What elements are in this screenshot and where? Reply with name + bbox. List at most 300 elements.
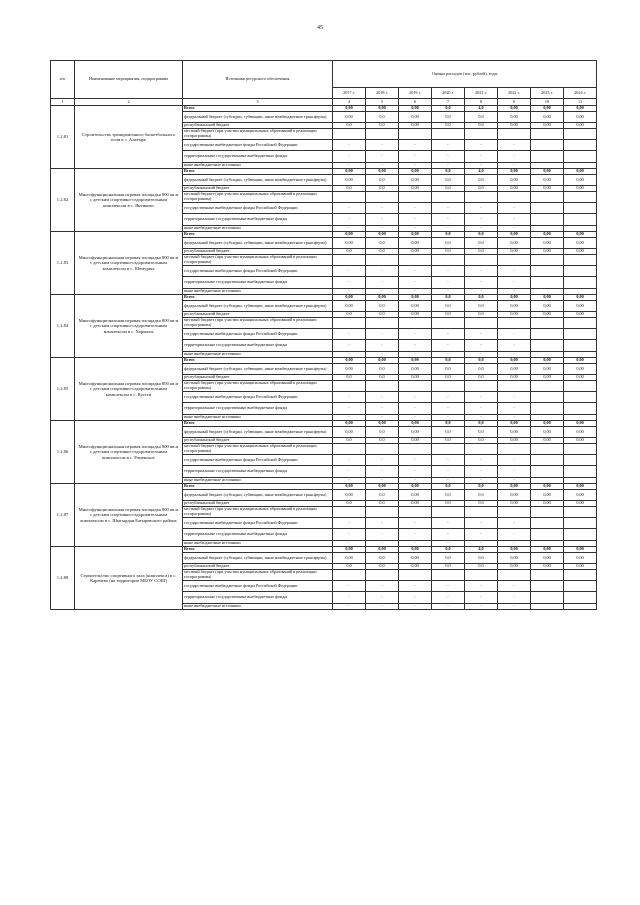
amount-cell: -: [333, 466, 366, 478]
funding-source: Всего: [183, 547, 333, 553]
funding-source: иные внебюджетные источники: [183, 604, 333, 610]
amount-cell: 0,00: [399, 553, 432, 564]
amount-cell: 0,0: [432, 312, 465, 318]
amount-cell: 0,00: [399, 123, 432, 129]
amount-cell: 0,00: [531, 249, 564, 255]
amount-cell: -: [498, 392, 531, 403]
amount-cell: [564, 277, 597, 289]
funding-source: Всего: [183, 421, 333, 427]
header-year: 2020 г.: [432, 88, 465, 99]
amount-cell: -: [432, 541, 465, 547]
amount-cell: [432, 570, 465, 581]
amount-cell: -: [366, 140, 399, 151]
amount-cell: [333, 318, 366, 329]
funding-source: иные внебюджетные источники: [183, 541, 333, 547]
amount-cell: [531, 329, 564, 340]
item-name: Многофункциональная игровая площадка 800 кв.м с детским спортивно-оздоровительным комплексом в с. Шыгырдан Батыревского района: [75, 484, 183, 547]
amount-cell: 0,00: [399, 301, 432, 312]
amount-cell: [366, 318, 399, 329]
amount-cell: 0,00: [366, 547, 399, 553]
amount-cell: 0,00: [333, 490, 366, 501]
amount-cell: 0,00: [531, 358, 564, 364]
amount-cell: 0,0: [465, 438, 498, 444]
amount-cell: [531, 277, 564, 289]
amount-cell: 0,00: [564, 564, 597, 570]
amount-cell: [399, 570, 432, 581]
amount-cell: [333, 255, 366, 266]
amount-cell: [432, 444, 465, 455]
amount-cell: [531, 403, 564, 415]
amount-cell: -: [333, 340, 366, 352]
amount-cell: 0,0: [432, 169, 465, 175]
amount-cell: 0,0: [465, 112, 498, 123]
amount-cell: 0,0: [432, 123, 465, 129]
amount-cell: 0,00: [366, 295, 399, 301]
amount-cell: -: [333, 140, 366, 151]
amount-cell: [531, 151, 564, 163]
amount-cell: 0,0: [366, 564, 399, 570]
item-name: Многофункциональная игровая площадка 800 кв.м с детским спортивно-оздоровительным комплексом в с. Раменское: [75, 421, 183, 484]
amount-cell: 0,00: [531, 553, 564, 564]
amount-cell: 0,0: [432, 553, 465, 564]
amount-cell: [564, 444, 597, 455]
amount-cell: 0,00: [531, 501, 564, 507]
amount-cell: [465, 318, 498, 329]
amount-cell: -: [498, 581, 531, 592]
amount-cell: -: [333, 518, 366, 529]
amount-cell: [399, 129, 432, 140]
amount-cell: -: [333, 289, 366, 295]
amount-cell: 0,0: [333, 186, 366, 192]
amount-cell: 0,00: [564, 238, 597, 249]
amount-cell: [564, 381, 597, 392]
amount-cell: 0,00: [531, 364, 564, 375]
amount-cell: 0,00: [498, 301, 531, 312]
item-name: Многофункциональная игровая площадка 800 кв.м с детским спортивно-оздоровительным комплексом в с. Хормалы: [75, 295, 183, 358]
amount-cell: 0,0: [465, 301, 498, 312]
funding-source: местный бюджет (при участии муниципальных образований в реализации госпрограммы): [183, 129, 333, 140]
amount-cell: -: [465, 466, 498, 478]
header-year: 2018 г.: [366, 88, 399, 99]
amount-cell: 0,0: [465, 295, 498, 301]
amount-cell: 0,0: [432, 186, 465, 192]
amount-cell: 0,00: [399, 249, 432, 255]
amount-cell: [531, 604, 564, 610]
amount-cell: 0,0: [432, 232, 465, 238]
amount-cell: -: [366, 329, 399, 340]
header-column-number: 5: [366, 99, 399, 106]
amount-cell: 0,00: [333, 112, 366, 123]
amount-cell: 0,00: [399, 295, 432, 301]
amount-cell: 0,00: [498, 106, 531, 112]
funding-source: федеральный бюджет (субсидии, субвенции, иные межбюджетные трансферты): [183, 175, 333, 186]
amount-cell: 0,0: [465, 564, 498, 570]
amount-cell: -: [333, 203, 366, 214]
amount-cell: -: [333, 266, 366, 277]
amount-cell: -: [465, 329, 498, 340]
amount-cell: 0,00: [399, 186, 432, 192]
amount-cell: 0,00: [399, 175, 432, 186]
header-year: 2023 г.: [531, 88, 564, 99]
amount-cell: 0,0: [465, 484, 498, 490]
amount-cell: 0,00: [399, 501, 432, 507]
amount-cell: 0,00: [333, 364, 366, 375]
amount-cell: 0,00: [564, 501, 597, 507]
funding-source: иные внебюджетные источники: [183, 352, 333, 358]
amount-cell: 0,00: [564, 301, 597, 312]
funding-source: местный бюджет (при участии муниципальных образований в реализации госпрограммы): [183, 255, 333, 266]
funding-source: Всего: [183, 169, 333, 175]
funding-source: территориальные государственные внебюджетные фонды: [183, 151, 333, 163]
amount-cell: 0,0: [366, 249, 399, 255]
amount-cell: [333, 570, 366, 581]
amount-cell: -: [366, 289, 399, 295]
amount-cell: 0,0: [366, 123, 399, 129]
amount-cell: [564, 329, 597, 340]
amount-cell: [531, 140, 564, 151]
funding-source: Всего: [183, 106, 333, 112]
amount-cell: 0,0: [465, 427, 498, 438]
header-column-number: 11: [564, 99, 597, 106]
amount-cell: [564, 570, 597, 581]
amount-cell: -: [498, 529, 531, 541]
amount-cell: -: [333, 581, 366, 592]
amount-cell: 0,0: [432, 490, 465, 501]
amount-cell: -: [399, 541, 432, 547]
amount-cell: -: [465, 455, 498, 466]
amount-cell: [531, 381, 564, 392]
funding-source: республиканский бюджет: [183, 438, 333, 444]
amount-cell: [465, 129, 498, 140]
amount-cell: 0,0: [366, 438, 399, 444]
amount-cell: -: [498, 403, 531, 415]
amount-cell: 0,00: [531, 123, 564, 129]
amount-cell: [531, 392, 564, 403]
amount-cell: 0,00: [564, 112, 597, 123]
amount-cell: [531, 192, 564, 203]
funding-source: Всего: [183, 295, 333, 301]
amount-cell: [498, 255, 531, 266]
amount-cell: [432, 255, 465, 266]
amount-cell: [333, 129, 366, 140]
amount-cell: 0,00: [531, 238, 564, 249]
funding-source: государственные внебюджетные фонды Российской Федерации: [183, 140, 333, 151]
header-year: 2022 г.: [498, 88, 531, 99]
item-code: 1.2.85: [51, 358, 75, 421]
amount-cell: [564, 203, 597, 214]
amount-cell: [564, 581, 597, 592]
amount-cell: 0,00: [498, 484, 531, 490]
amount-cell: -: [498, 518, 531, 529]
funding-source: федеральный бюджет (субсидии, субвенции, иные межбюджетные трансферты): [183, 364, 333, 375]
amount-cell: -: [432, 392, 465, 403]
header-column-number: 3: [183, 99, 333, 106]
amount-cell: -: [432, 592, 465, 604]
amount-cell: [498, 381, 531, 392]
amount-cell: 0,00: [564, 169, 597, 175]
amount-cell: 0,0: [465, 123, 498, 129]
amount-cell: [333, 192, 366, 203]
amount-cell: 0,00: [399, 438, 432, 444]
header-index: п/п: [51, 61, 75, 99]
amount-cell: 0,0: [465, 312, 498, 318]
amount-cell: -: [432, 163, 465, 169]
amount-cell: 0,0: [432, 375, 465, 381]
item-code: 1.2.86: [51, 421, 75, 484]
amount-cell: -: [366, 581, 399, 592]
amount-cell: [531, 529, 564, 541]
funding-source: территориальные государственные внебюджетные фонды: [183, 529, 333, 541]
amount-cell: -: [432, 403, 465, 415]
amount-cell: [531, 518, 564, 529]
amount-cell: [465, 381, 498, 392]
amount-cell: -: [399, 592, 432, 604]
funding-source: республиканский бюджет: [183, 249, 333, 255]
amount-cell: [498, 444, 531, 455]
amount-cell: -: [432, 203, 465, 214]
header-year: 2021 г.: [465, 88, 498, 99]
amount-cell: 0,00: [531, 186, 564, 192]
funding-source: Всего: [183, 484, 333, 490]
amount-cell: -: [366, 277, 399, 289]
amount-cell: 0,0: [366, 364, 399, 375]
amount-cell: -: [399, 392, 432, 403]
amount-cell: 0,00: [531, 175, 564, 186]
amount-cell: -: [465, 277, 498, 289]
amount-cell: -: [465, 352, 498, 358]
amount-cell: 0,0: [432, 106, 465, 112]
amount-cell: -: [333, 455, 366, 466]
amount-cell: -: [333, 163, 366, 169]
item-code: 1.2.82: [51, 169, 75, 232]
amount-cell: 0,0: [333, 438, 366, 444]
amount-cell: [564, 403, 597, 415]
amount-cell: 0,00: [498, 547, 531, 553]
amount-cell: 0,00: [366, 484, 399, 490]
amount-cell: [564, 266, 597, 277]
amount-cell: [531, 255, 564, 266]
amount-cell: -: [366, 352, 399, 358]
amount-cell: [531, 570, 564, 581]
amount-cell: [498, 318, 531, 329]
amount-cell: 0,00: [564, 232, 597, 238]
amount-cell: 0,00: [531, 312, 564, 318]
amount-cell: -: [366, 226, 399, 232]
amount-cell: 0,0: [333, 249, 366, 255]
funding-source: местный бюджет (при участии муниципальных образований в реализации госпрограммы): [183, 507, 333, 518]
item-name: Многофункциональная игровая площадка 800 кв.м с детским спортивно-оздоровительным комплексом в с. Янтиково: [75, 169, 183, 232]
amount-cell: -: [333, 392, 366, 403]
amount-cell: 0,00: [564, 186, 597, 192]
amount-cell: -: [366, 403, 399, 415]
header-column-number: 9: [498, 99, 531, 106]
amount-cell: -: [498, 466, 531, 478]
item-code: 1.2.83: [51, 232, 75, 295]
amount-cell: -: [465, 151, 498, 163]
funding-source: государственные внебюджетные фонды Российской Федерации: [183, 518, 333, 529]
amount-cell: 0,0: [432, 175, 465, 186]
amount-cell: -: [333, 415, 366, 421]
funding-source: местный бюджет (при участии муниципальных образований в реализации госпрограммы): [183, 381, 333, 392]
amount-cell: -: [366, 392, 399, 403]
amount-cell: 0,00: [498, 438, 531, 444]
amount-cell: -: [333, 592, 366, 604]
amount-cell: [465, 192, 498, 203]
amount-cell: -: [465, 163, 498, 169]
amount-cell: 4,0: [465, 547, 498, 553]
amount-cell: 0,00: [333, 358, 366, 364]
amount-cell: -: [498, 289, 531, 295]
amount-cell: -: [399, 352, 432, 358]
amount-cell: [564, 340, 597, 352]
header-source: Источники ресурсного обеспечения: [183, 61, 333, 99]
amount-cell: [498, 129, 531, 140]
amount-cell: [399, 192, 432, 203]
amount-cell: 0,0: [432, 295, 465, 301]
amount-cell: -: [465, 592, 498, 604]
amount-cell: 0,0: [366, 186, 399, 192]
amount-cell: [432, 192, 465, 203]
amount-cell: [465, 507, 498, 518]
amount-cell: -: [333, 214, 366, 226]
amount-cell: -: [333, 541, 366, 547]
expense-table-body: [51, 106, 597, 610]
amount-cell: 0,0: [465, 238, 498, 249]
amount-cell: [366, 444, 399, 455]
amount-cell: -: [432, 340, 465, 352]
amount-cell: 0,00: [564, 364, 597, 375]
page-number: 45: [317, 25, 323, 31]
amount-cell: 0,00: [564, 427, 597, 438]
amount-cell: [531, 129, 564, 140]
funding-source: территориальные государственные внебюджетные фонды: [183, 277, 333, 289]
amount-cell: 0,00: [531, 421, 564, 427]
funding-source: федеральный бюджет (субсидии, субвенции, иные межбюджетные трансферты): [183, 427, 333, 438]
item-name: Многофункциональная игровая площадка 800 кв.м с детским спортивно-оздоровительным комплексом в с. Шемурша: [75, 232, 183, 295]
amount-cell: -: [465, 226, 498, 232]
funding-source: территориальные государственные внебюджетные фонды: [183, 403, 333, 415]
amount-cell: -: [399, 151, 432, 163]
amount-cell: 0,00: [564, 553, 597, 564]
amount-cell: 0,00: [564, 547, 597, 553]
funding-source: территориальные государственные внебюджетные фонды: [183, 592, 333, 604]
amount-cell: 0,00: [366, 232, 399, 238]
amount-cell: -: [366, 214, 399, 226]
amount-cell: 0,00: [333, 106, 366, 112]
amount-cell: [465, 570, 498, 581]
header-year: 2019 г.: [399, 88, 432, 99]
header-column-number: 6: [399, 99, 432, 106]
amount-cell: -: [366, 518, 399, 529]
amount-cell: 0,00: [399, 232, 432, 238]
amount-cell: -: [366, 415, 399, 421]
amount-cell: 0,0: [333, 312, 366, 318]
amount-cell: [399, 444, 432, 455]
header-column-number: 8: [465, 99, 498, 106]
amount-cell: [432, 318, 465, 329]
amount-cell: 0,00: [564, 358, 597, 364]
amount-cell: [564, 529, 597, 541]
amount-cell: -: [432, 266, 465, 277]
funding-source: государственные внебюджетные фонды Российской Федерации: [183, 455, 333, 466]
amount-cell: -: [366, 455, 399, 466]
amount-cell: 0,00: [564, 490, 597, 501]
amount-cell: 0,00: [333, 547, 366, 553]
amount-cell: 0,00: [333, 301, 366, 312]
amount-cell: 0,0: [432, 358, 465, 364]
amount-cell: -: [399, 604, 432, 610]
amount-cell: -: [498, 329, 531, 340]
amount-cell: 0,00: [498, 232, 531, 238]
amount-cell: 0,00: [498, 249, 531, 255]
amount-cell: 0,0: [465, 364, 498, 375]
amount-cell: 0,00: [333, 232, 366, 238]
amount-cell: -: [399, 203, 432, 214]
funding-source: местный бюджет (при участии муниципальных образований в реализации госпрограммы): [183, 318, 333, 329]
amount-cell: -: [399, 415, 432, 421]
expense-table: [50, 60, 597, 610]
amount-cell: [564, 592, 597, 604]
amount-cell: [498, 507, 531, 518]
funding-source: территориальные государственные внебюджетные фонды: [183, 340, 333, 352]
amount-cell: 0,0: [465, 375, 498, 381]
amount-cell: 0,00: [399, 106, 432, 112]
amount-cell: -: [498, 266, 531, 277]
amount-cell: [432, 381, 465, 392]
amount-cell: -: [399, 140, 432, 151]
amount-cell: [399, 318, 432, 329]
amount-cell: 0,00: [399, 484, 432, 490]
amount-cell: 0,00: [498, 375, 531, 381]
amount-cell: -: [399, 226, 432, 232]
amount-cell: -: [399, 529, 432, 541]
amount-cell: [432, 129, 465, 140]
amount-cell: -: [465, 518, 498, 529]
amount-cell: [531, 318, 564, 329]
amount-cell: 0,00: [333, 238, 366, 249]
amount-cell: 0,00: [531, 295, 564, 301]
amount-cell: -: [498, 592, 531, 604]
amount-cell: -: [399, 581, 432, 592]
amount-cell: [465, 255, 498, 266]
amount-cell: -: [432, 289, 465, 295]
amount-cell: 0,0: [366, 238, 399, 249]
amount-cell: [564, 255, 597, 266]
amount-cell: -: [333, 529, 366, 541]
funding-source: государственные внебюджетные фонды Российской Федерации: [183, 203, 333, 214]
item-code: 1.2.81: [51, 106, 75, 169]
amount-cell: -: [465, 289, 498, 295]
amount-cell: 0,00: [564, 421, 597, 427]
amount-cell: -: [498, 415, 531, 421]
amount-cell: -: [432, 415, 465, 421]
expense-table-container: [50, 60, 596, 610]
amount-cell: -: [399, 403, 432, 415]
amount-cell: [432, 507, 465, 518]
amount-cell: 0,00: [498, 112, 531, 123]
amount-cell: 0,00: [399, 169, 432, 175]
amount-cell: 0,00: [564, 249, 597, 255]
amount-cell: -: [432, 226, 465, 232]
amount-cell: [564, 214, 597, 226]
amount-cell: 0,00: [531, 169, 564, 175]
amount-cell: -: [366, 466, 399, 478]
amount-cell: 0,0: [465, 249, 498, 255]
amount-cell: 0,00: [498, 564, 531, 570]
funding-source: федеральный бюджет (субсидии, субвенции, иные межбюджетные трансферты): [183, 553, 333, 564]
amount-cell: 0,00: [333, 484, 366, 490]
amount-cell: -: [498, 140, 531, 151]
